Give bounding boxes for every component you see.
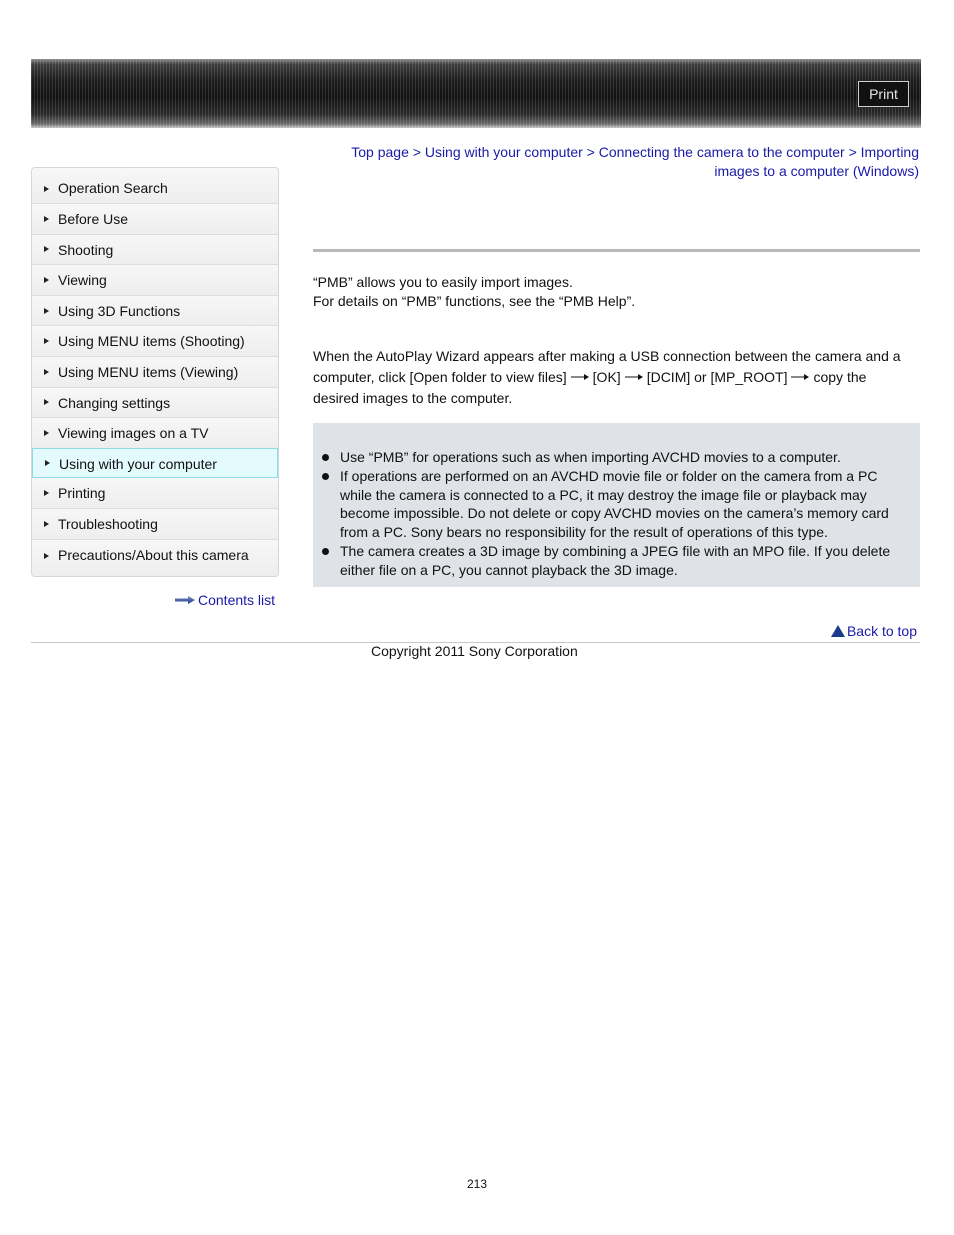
caret-right-icon <box>45 460 50 466</box>
caret-right-icon <box>44 521 49 527</box>
sidebar-item-label: Using 3D Functions <box>58 302 181 319</box>
caret-right-icon <box>44 216 49 222</box>
note-text: Use “PMB” for operations such as when importing AVCHD movies to a computer. <box>340 449 841 465</box>
note-text: If operations are performed on an AVCHD movie file or folder on the camera from a PC while the camera is connected to a PC, it may destroy the image file or playback may become impossible. Do not delete or copy AVCHD movies on the camera’s memory card from a PC. Sony bears no responsibility for the result of operations of this type. <box>340 467 889 541</box>
bullet-icon <box>322 548 329 555</box>
sidebar-item-changing-settings[interactable] <box>32 388 278 419</box>
breadcrumb-importing-images[interactable]: Importing images to a computer (Windows) <box>714 144 919 179</box>
sidebar-nav <box>31 167 279 577</box>
bullet-icon <box>322 454 329 461</box>
notes-box <box>313 423 920 587</box>
sidebar-item-label: Using MENU items (Shooting) <box>58 333 245 350</box>
intro-line: For details on “PMB” functions, see the “PMB Help”. <box>313 293 636 309</box>
notes-list <box>313 448 908 580</box>
sidebar-item-label: Using MENU items (Viewing) <box>58 363 239 380</box>
caret-right-icon <box>44 308 49 314</box>
bullet-icon <box>322 473 329 480</box>
caret-right-icon <box>44 430 49 436</box>
sidebar-item-shooting[interactable] <box>32 235 278 266</box>
contents-list-label: Contents list <box>198 592 276 608</box>
sidebar-item-menu-viewing[interactable] <box>32 357 278 388</box>
caret-right-icon <box>44 399 49 405</box>
step-text: When the AutoPlay Wizard appears after making a USB connection between the camera and a computer, click [Open folder to view files] <box>313 348 901 385</box>
back-to-top-label: Back to top <box>846 623 917 639</box>
sidebar-item-menu-shooting[interactable] <box>32 326 278 357</box>
caret-right-icon <box>44 338 49 344</box>
arrow-right-icon <box>625 373 643 381</box>
note-item <box>313 448 908 467</box>
caret-right-icon <box>44 553 49 559</box>
breadcrumb-connecting-camera[interactable]: Connecting the camera to the computer <box>598 144 845 160</box>
back-to-top-link[interactable] <box>831 623 917 639</box>
page-number: 213 <box>466 1177 488 1191</box>
breadcrumb-using-with-computer[interactable]: Using with your computer <box>424 144 583 160</box>
step-text: [OK] <box>592 369 621 385</box>
breadcrumb-separator: > <box>412 144 421 160</box>
sidebar-item-viewing[interactable] <box>32 265 278 296</box>
copyright-text: Copyright 2011 Sony Corporation <box>371 643 578 659</box>
caret-right-icon <box>44 369 49 375</box>
sidebar-item-label: Viewing images on a TV <box>58 425 209 442</box>
step-text: copy the desired images to the computer. <box>313 369 867 406</box>
sidebar-item-operation-search[interactable] <box>32 168 278 204</box>
sidebar-item-viewing-tv[interactable] <box>32 418 278 449</box>
sidebar-item-label: Printing <box>58 485 106 502</box>
sidebar-item-precautions[interactable] <box>32 540 278 576</box>
sidebar-item-label: Changing settings <box>58 394 171 411</box>
caret-right-icon <box>44 490 49 496</box>
breadcrumb-separator: > <box>848 144 857 160</box>
note-text: The camera creates a 3D image by combining a JPEG file with an MPO file. If you delete either file on a PC, you cannot playback the 3D image. <box>340 542 891 578</box>
intro-text <box>313 273 913 311</box>
breadcrumb-top-page[interactable]: Top page <box>351 144 409 160</box>
arrow-right-icon <box>791 373 809 381</box>
sidebar-item-3d-functions[interactable] <box>32 296 278 327</box>
sidebar-item-label: Shooting <box>58 241 114 258</box>
step-text: [DCIM] or [MP_ROOT] <box>646 369 788 385</box>
sidebar-item-label: Using with your computer <box>59 455 217 472</box>
caret-right-icon <box>44 277 49 283</box>
arrow-right-icon <box>175 596 195 604</box>
sidebar-item-before-use[interactable] <box>32 204 278 235</box>
caret-right-icon <box>44 246 49 252</box>
sidebar-item-printing[interactable] <box>32 478 278 509</box>
print-button[interactable]: Print <box>858 81 909 107</box>
sidebar-item-label: Troubleshooting <box>58 515 158 532</box>
step-instructions <box>313 346 913 409</box>
triangle-up-icon <box>831 625 845 637</box>
title-divider <box>313 249 920 252</box>
sidebar-item-label: Precautions/About this camera <box>58 546 249 563</box>
note-item <box>313 467 908 542</box>
sidebar-item-using-computer[interactable] <box>32 448 278 479</box>
sidebar-item-label: Operation Search <box>58 180 168 196</box>
caret-right-icon <box>44 186 49 192</box>
note-item <box>313 542 908 580</box>
page-header-banner <box>31 59 921 128</box>
contents-list-link[interactable] <box>175 592 277 608</box>
breadcrumb-separator: > <box>586 144 595 160</box>
intro-line: “PMB” allows you to easily import images. <box>313 274 573 290</box>
sidebar-item-label: Before Use <box>58 211 129 227</box>
arrow-right-icon <box>571 373 589 381</box>
sidebar-item-label: Viewing <box>58 272 107 289</box>
breadcrumb <box>318 143 919 181</box>
sidebar-item-troubleshooting[interactable] <box>32 509 278 540</box>
